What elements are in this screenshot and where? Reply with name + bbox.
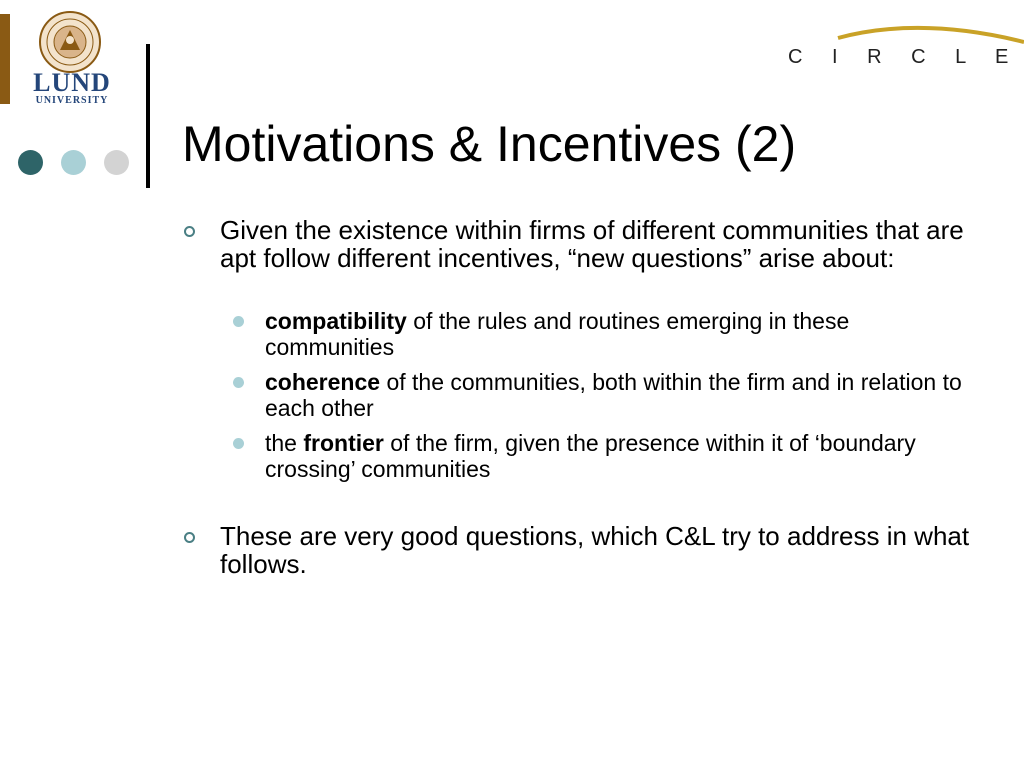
sub-bullet-text: of the communities, both within the firm and in relation to each other xyxy=(265,369,962,421)
sub-bullet-item xyxy=(229,430,984,482)
sub-bullet-item xyxy=(229,369,984,421)
bullet-ring-icon xyxy=(184,532,195,543)
sub-bullet-bold: coherence xyxy=(265,369,381,395)
bullet-text: These are very good questions, which C&L try to address in what follows. xyxy=(220,521,970,579)
sub-bullet-text: of the firm, given the presence within it of ‘boundary crossing’ communities xyxy=(265,430,916,482)
bullet-item xyxy=(184,216,984,272)
sub-bullet-bold: frontier xyxy=(303,430,384,456)
decorative-dot-dark xyxy=(18,150,43,175)
slide-content xyxy=(184,216,984,578)
lund-logo-name: LUND xyxy=(33,68,111,97)
slide-title: Motivations & Incentives (2) xyxy=(182,116,797,172)
brand-accent-bar xyxy=(0,14,10,104)
title-divider xyxy=(146,44,150,188)
lund-seal-logo xyxy=(38,10,102,74)
circle-logo xyxy=(780,18,1024,70)
bullet-item xyxy=(184,522,984,578)
lund-logo-subtitle: UNIVERSITY xyxy=(35,95,109,106)
sub-bullet-item xyxy=(229,308,984,360)
bullet-text: Given the existence within firms of different communities that are apt follow different incentives, “new questions” arise about: xyxy=(220,215,964,273)
bullet-ring-icon xyxy=(184,226,195,237)
sub-bullet-bold: compatibility xyxy=(265,308,407,334)
decorative-dot-light xyxy=(61,150,86,175)
sub-bullet-prefix: the xyxy=(265,430,304,456)
decorative-dot-grey xyxy=(104,150,129,175)
bullet-dot-icon xyxy=(233,316,244,327)
circle-logo-text: C I R C L E xyxy=(788,46,1021,68)
bullet-dot-icon xyxy=(233,377,244,388)
bullet-dot-icon xyxy=(233,438,244,449)
sub-bullet-text: of the rules and routines emerging in these communities xyxy=(265,308,850,360)
